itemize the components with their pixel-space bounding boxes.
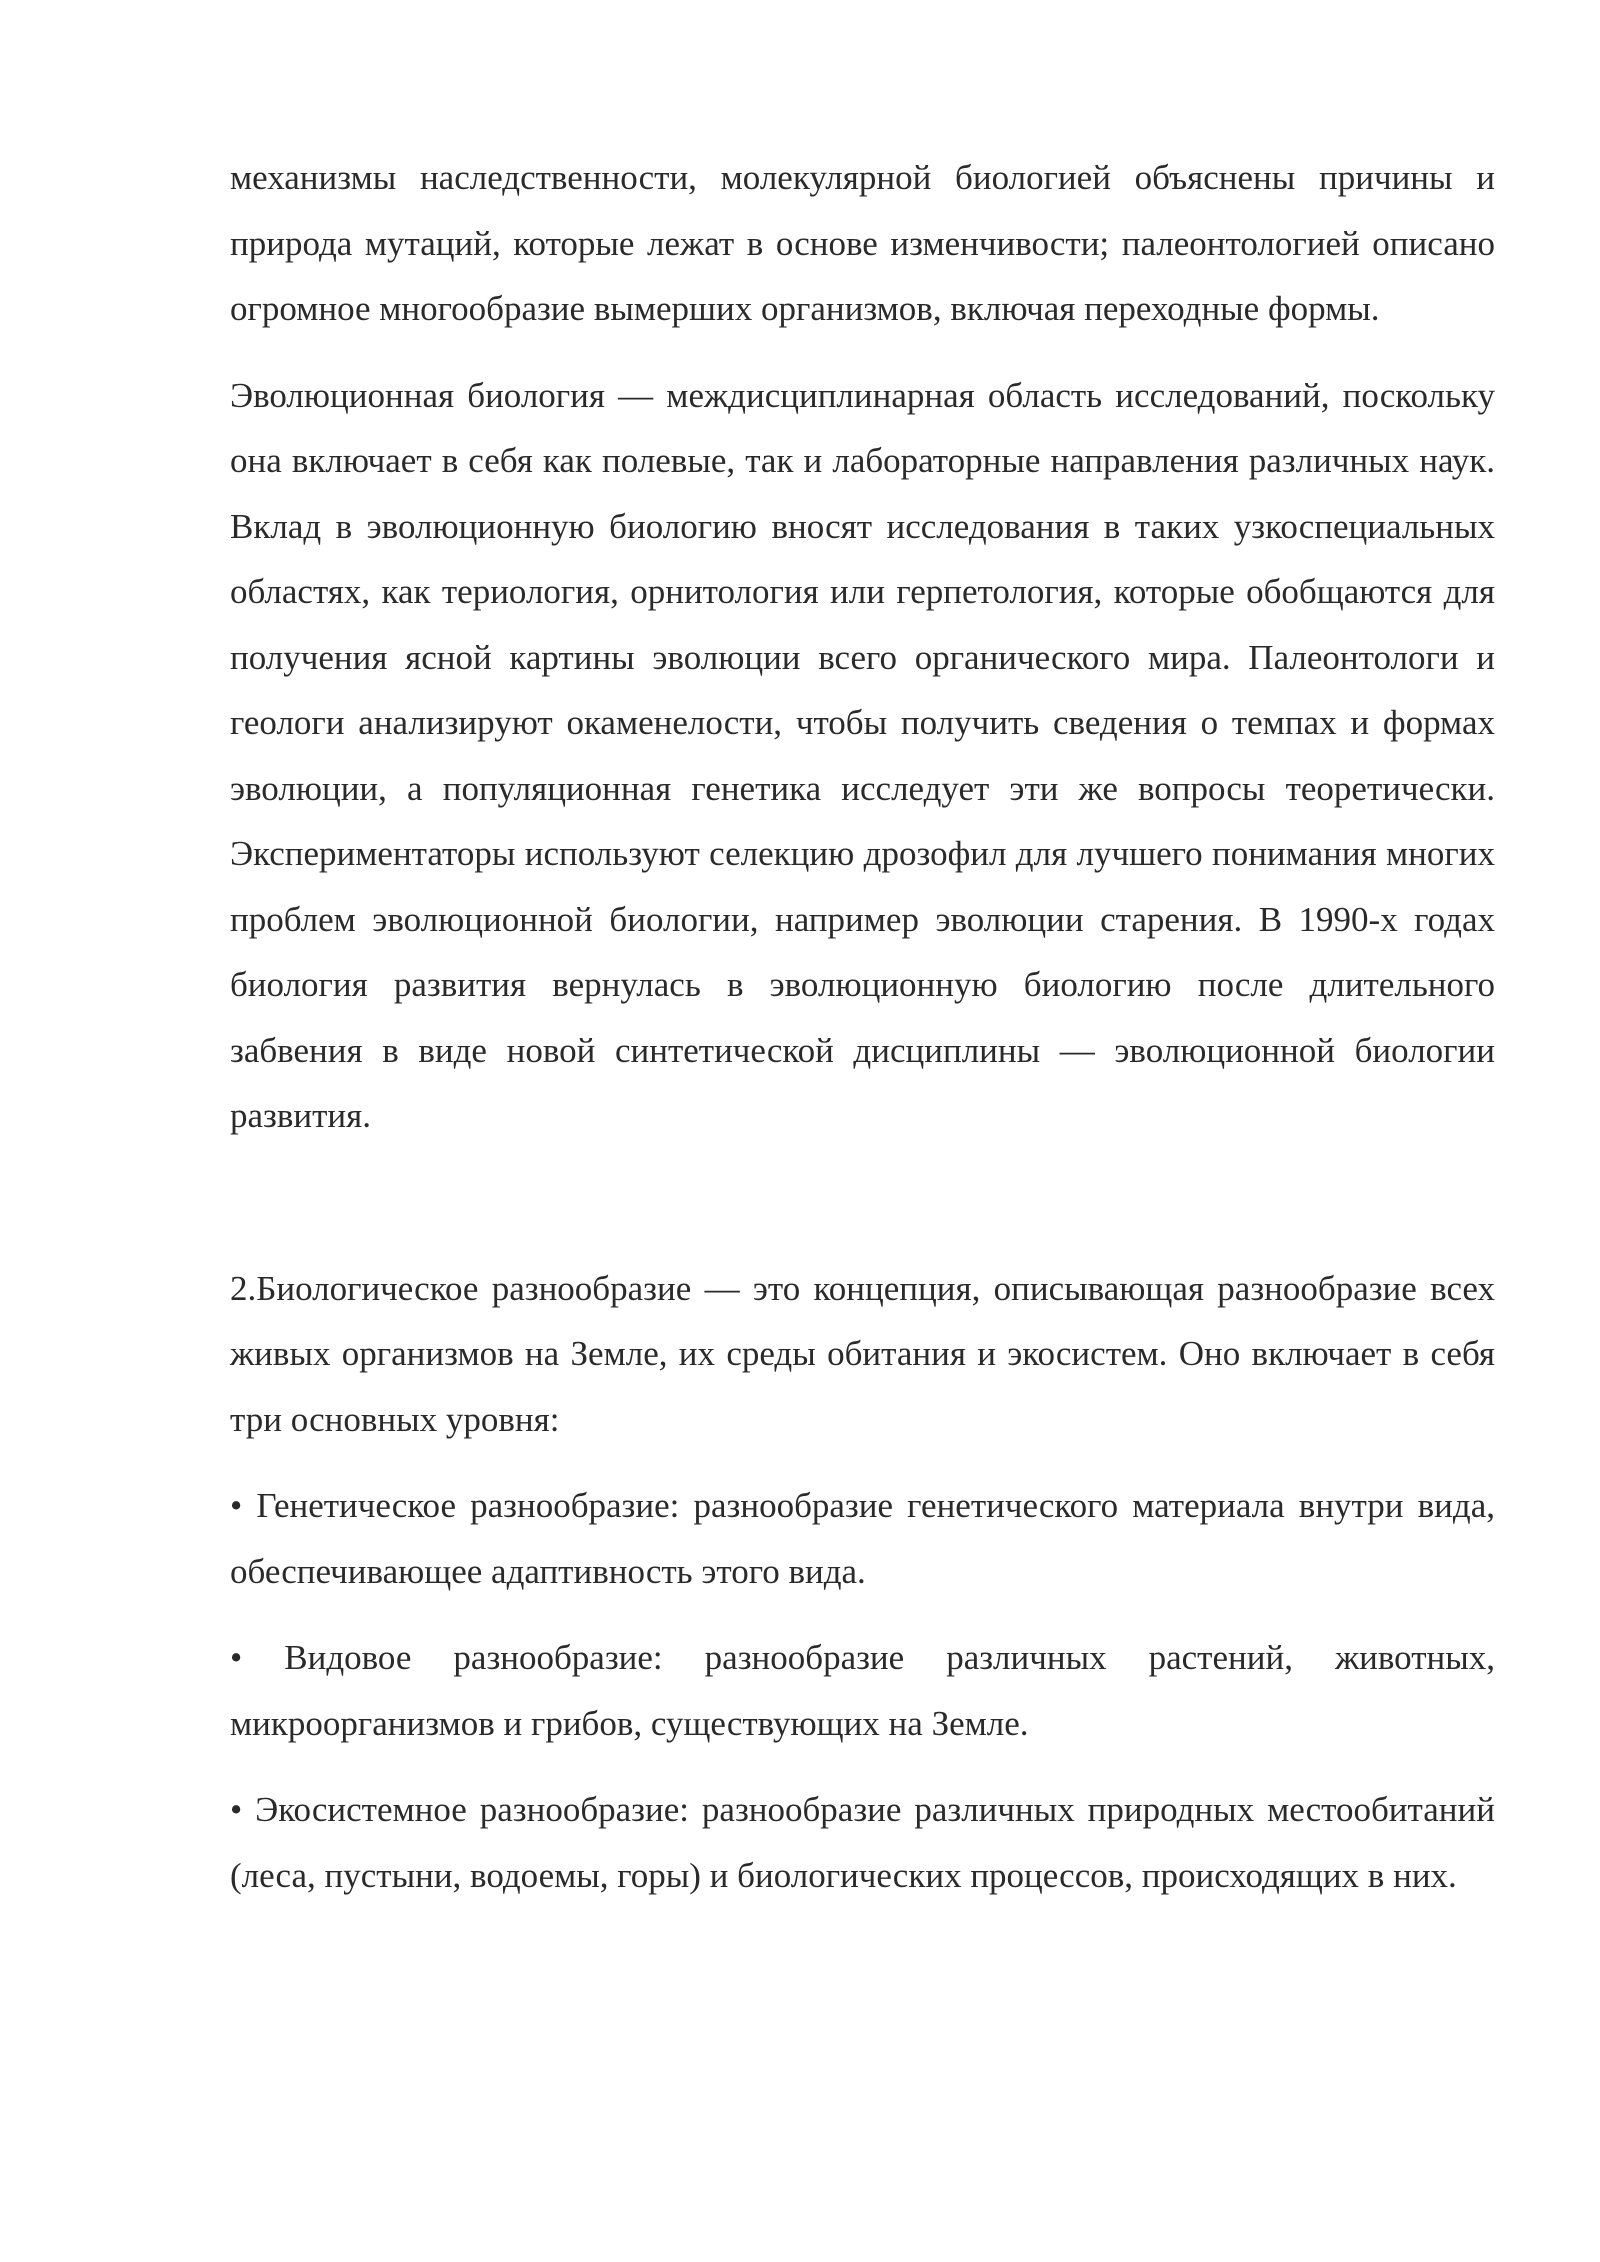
paragraph-biodiversity-intro: 2.Биологическое разнообразие — это концепция, описывающая разнообразие всех живых организмов на Земле, их среды обитания и экосистем. Оно включает в себя три основных уровня: [230, 1268, 1495, 1439]
paragraph-heredity: механизмы наследственности, молекулярной биологией объяснены причины и природа мутаций, которые лежат в основе изменчивости; палеонтологией описано огромное многообразие вымерших организмов, включая переходные формы. [230, 158, 1495, 328]
list-item-genetic-diversity: • Генетическое разнообразие: разнообразие генетического материала внутри вида, обеспечивающее адаптивность этого вида. [230, 1486, 1495, 1591]
document-body [230, 145, 1495, 1908]
list-item-species-diversity: • Видовое разнообразие: разнообразие различных растений, животных, микроорганизмов и грибов, существующих на Земле. [230, 1638, 1495, 1743]
list-item-ecosystem-diversity: • Экосистемное разнообразие: разнообразие различных природных местообитаний (леса, пустыни, водоемы, горы) и биологических процессов, происходящих в них. [230, 1790, 1495, 1895]
paragraph-evolutionary-biology: Эволюционная биология — междисциплинарная область исследований, поскольку она включает в себя как полевые, так и лабораторные направления различных наук. Вклад в эволюционную биологию вносят исследования в таких узкоспециальных областях, как териология, орнитология или герпетология, которые обобщаются для получения ясной картины эволюции всего органического мира. Палеонтологи и геологи анализируют окаменелости, чтобы получить сведения о темпах и формах эволюции, а популяционная генетика исследует эти же вопросы теоретически. Экспериментаторы используют селекцию дрозофил для лучшего понимания многих проблем эволюционной биологии, например эволюции старения. В 1990-х годах биология развития вернулась в эволюционную биологию после длительного забвения в виде новой синтетической дисциплины — эволюционной биологии развития. [230, 375, 1495, 1135]
